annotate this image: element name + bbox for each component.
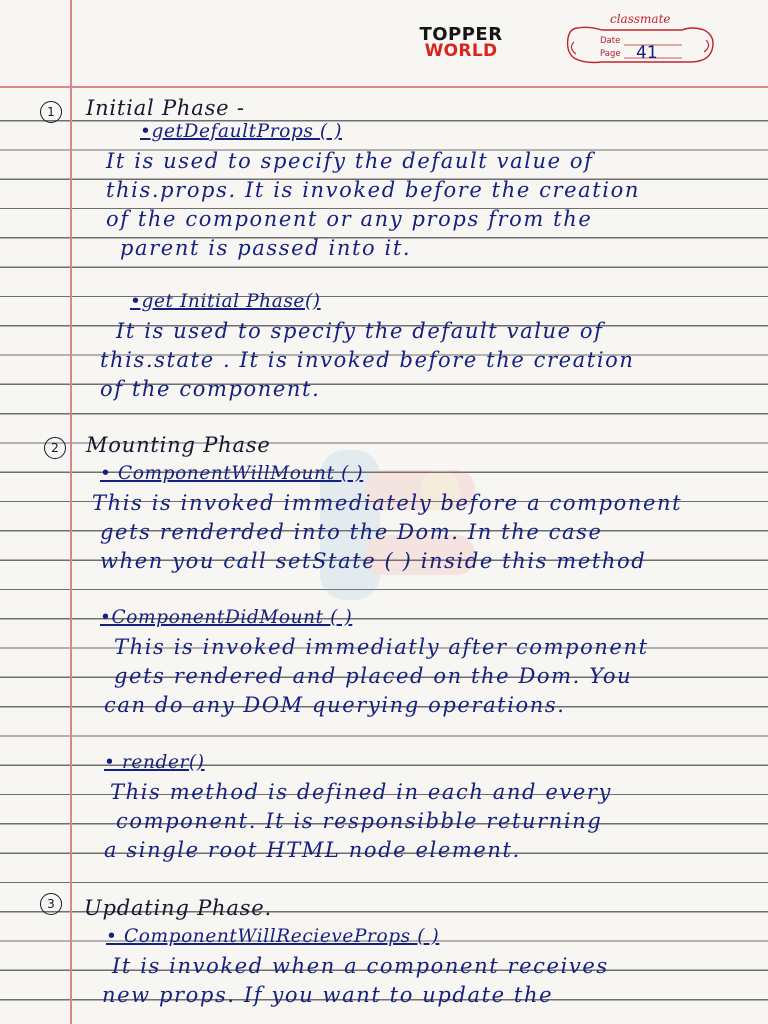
section-number-1: 1 — [40, 101, 62, 123]
section-heading-updating-phase: Updating Phase. — [84, 896, 272, 920]
page-number: 41 — [636, 43, 658, 63]
text-line: This method is defined in each and every — [110, 780, 612, 804]
text-line: of the component or any props from the — [106, 207, 593, 231]
text-line: gets renderded into the Dom. In the case — [100, 520, 603, 544]
section-heading-initial-phase: Initial Phase - — [86, 96, 245, 120]
text-line: when you call setState ( ) inside this method — [100, 549, 647, 573]
method-componentwillmount: • ComponentWillMount ( ) — [100, 463, 364, 484]
text-line: It is invoked when a component receives — [112, 954, 609, 978]
text-line: this.state . It is invoked before the creation — [100, 348, 635, 372]
method-componentwillrecieveprops: • ComponentWillRecieveProps ( ) — [106, 926, 440, 947]
method-componentdidmount: •ComponentDidMount ( ) — [100, 607, 353, 628]
brand-line-1: TOPPER — [419, 24, 503, 45]
brand-logo — [406, 26, 516, 60]
section-number-3: 3 — [40, 893, 62, 915]
margin-line — [70, 0, 72, 1024]
brand-line-2: WORLD — [424, 41, 498, 61]
section-number-2: 2 — [44, 437, 66, 459]
notebook-header-box — [562, 12, 718, 72]
text-line: This is invoked immediately before a component — [92, 491, 683, 515]
text-line: This is invoked immediatly after component — [114, 635, 649, 659]
text-line: a single root HTML node element. — [104, 838, 521, 862]
method-render: • render() — [104, 752, 205, 773]
header-rule — [0, 86, 768, 88]
text-line: can do any DOM querying operations. — [104, 693, 566, 717]
text-line: component. It is responsibble returning — [116, 809, 603, 833]
method-getinitialphase: •get Initial Phase() — [130, 291, 321, 312]
classmate-brand: classmate — [610, 12, 671, 26]
text-line: new props. If you want to update the — [102, 983, 554, 1007]
text-line: It is used to specify the default value of — [106, 149, 594, 173]
text-line: this.props. It is invoked before the creation — [106, 178, 640, 202]
method-getdefaultprops: •getDefaultProps ( ) — [140, 121, 343, 142]
text-line: gets rendered and placed on the Dom. You — [114, 664, 633, 688]
text-line: of the component. — [100, 377, 321, 401]
date-label: Date — [600, 36, 621, 46]
section-heading-mounting-phase: Mounting Phase — [86, 433, 271, 457]
text-line: parent is passed into it. — [120, 236, 412, 260]
page-label: Page — [600, 49, 621, 59]
text-line: It is used to specify the default value of — [116, 319, 604, 343]
